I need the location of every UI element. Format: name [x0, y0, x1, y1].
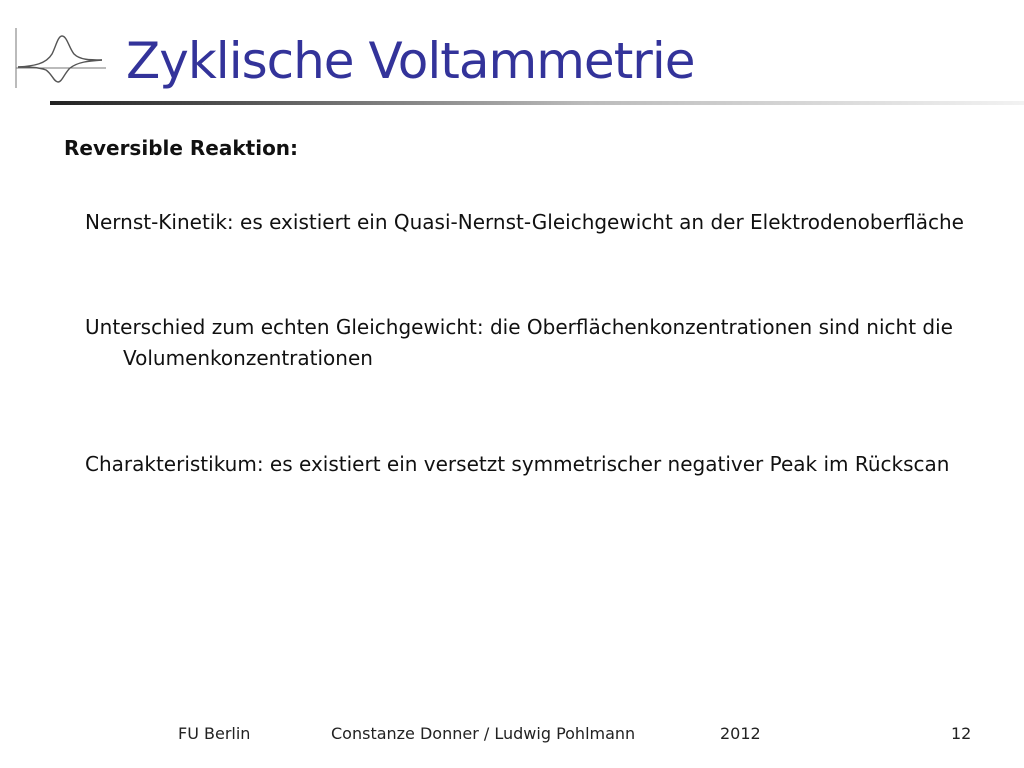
slide-title: Zyklische Voltammetrie	[126, 32, 695, 90]
footer-institution: FU Berlin	[178, 724, 251, 743]
cyclic-voltammogram-icon	[12, 24, 110, 94]
paragraph-nernst-kinetik: Nernst-Kinetik: es existiert ein Quasi-Nernst-Gleichgewicht an der Elektrodenoberfläche	[85, 210, 964, 234]
paragraph-charakteristikum: Charakteristikum: es existiert ein versetzt symmetrischer negativer Peak im Rückscan	[85, 452, 950, 476]
footer-authors: Constanze Donner / Ludwig Pohlmann	[331, 724, 636, 743]
subheading: Reversible Reaktion:	[64, 136, 299, 160]
title-underline	[50, 101, 1024, 105]
footer-year: 2012	[720, 724, 761, 743]
footer-page-number: 12	[951, 724, 972, 743]
paragraph-unterschied: Unterschied zum echten Gleichgewicht: die Oberflächenkonzentrationen sind nicht die Volumenkonzentrationen	[85, 315, 953, 370]
